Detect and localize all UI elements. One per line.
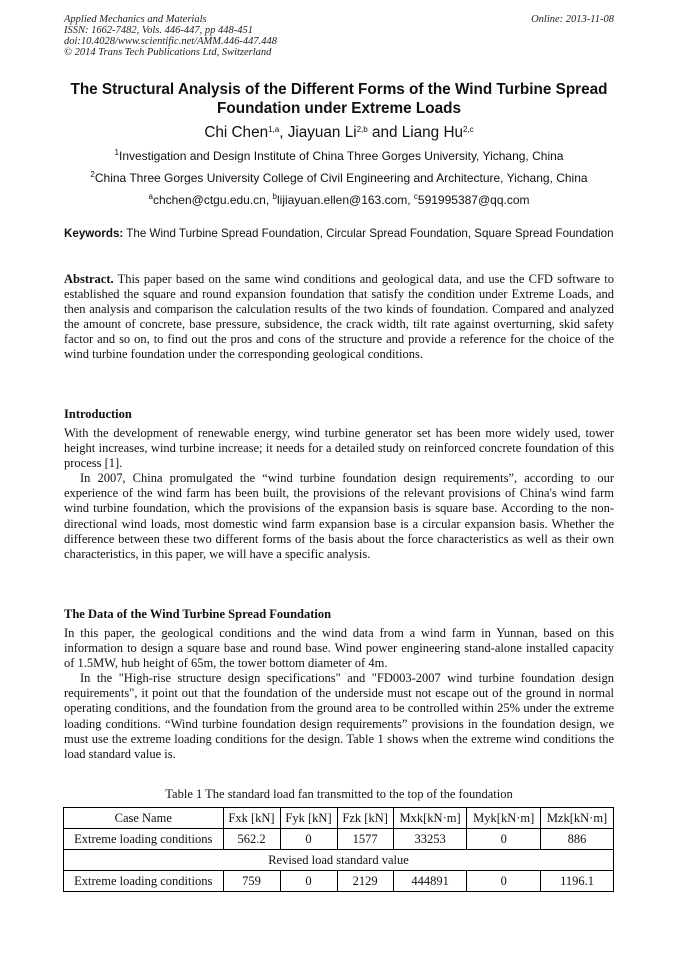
paragraph: With the development of renewable energy, wind turbine generator set has been more widely used, tower height increases, wind turbine increase; it needs for a detailed study on reinforced concrete foundation of this process [1].: [64, 426, 614, 471]
online-date: Online: 2013-11-08: [531, 14, 614, 25]
affiliation-2: [64, 171, 614, 185]
table-cell: 886: [541, 829, 614, 850]
table-cell: 0: [280, 829, 337, 850]
load-table: [63, 807, 614, 892]
author-sup: 2,c: [463, 125, 474, 134]
introduction-heading: Introduction: [64, 407, 132, 421]
table-cell: 0: [467, 871, 541, 892]
email-sup: c: [413, 192, 418, 201]
author-line: [64, 124, 614, 142]
table-header-cell: Mxk[kN·m]: [393, 808, 467, 829]
paper-title: The Structural Analysis of the Different Forms of the Wind Turbine Spread Foundation under Extreme Loads: [70, 81, 608, 117]
author-separator: ,: [279, 124, 288, 141]
table-cell: 2129: [337, 871, 393, 892]
journal-header: [64, 14, 614, 58]
email-sup: b: [272, 192, 277, 201]
journal-name: Applied Mechanics and Materials: [64, 14, 207, 25]
abstract-text: This paper based on the same wind conditions and geological data, and use the CFD software to established the square and round expansion foundation that satisfy the condition under Extreme Loads, and then analysis and comparison the calculation results of the two kinds of foundation. Compared and analyzed the amount of concrete, base pressure, subsidence, the crack width, tilt rate against overturning, skid safety factor and so on, to find out the pros and cons of the structure and provide a reference for the choice of the wind turbine foundation under the corresponding geological conditions.: [64, 272, 614, 362]
author-sup: 1,a: [268, 125, 280, 134]
table-cell: 1577: [337, 829, 393, 850]
author-name: Jiayuan Li: [287, 124, 357, 141]
table-cell: 444891: [393, 871, 467, 892]
issn: ISSN: 1662-7482, Vols. 446-447, pp 448-451: [64, 25, 253, 36]
table-cell: Extreme loading conditions: [64, 871, 224, 892]
table-row: [64, 829, 614, 850]
author-name: Chi Chen: [204, 124, 269, 141]
table-cell: 0: [280, 871, 337, 892]
table-row: [64, 871, 614, 892]
introduction-body: [64, 426, 614, 562]
paragraph: In this paper, the geological conditions and the wind data from a wind farm in Yunnan, based on this information to design a square base and round base. Wind power engineering stand-alone installed capacity of 1.5MW, hub height of 65m, the tower bottom diameter of 4m.: [64, 626, 614, 671]
table-header-cell: Fxk [kN]: [223, 808, 280, 829]
abstract-label: Abstract.: [64, 272, 114, 286]
affiliation-text: China Three Gorges University College of Civil Engineering and Architecture, Yichang, China: [94, 171, 588, 185]
table-caption: Table 1 The standard load fan transmitted to the top of the foundation: [165, 787, 513, 801]
email-line: [64, 193, 614, 207]
table-cell: 0: [467, 829, 541, 850]
doi: doi:10.4028/www.scientific.net/AMM.446-447.448: [64, 36, 277, 47]
table-header-cell: Case Name: [64, 808, 224, 829]
copyright: © 2014 Trans Tech Publications Ltd, Switzerland: [64, 47, 272, 58]
author-name: Liang Hu: [401, 124, 463, 141]
keywords: [64, 227, 614, 242]
affiliation-text: Investigation and Design Institute of China Three Gorges University, Yichang, China: [118, 149, 564, 163]
table-header-cell: Fzk [kN]: [337, 808, 393, 829]
table-cell: 759: [223, 871, 280, 892]
email: 591995387@qq.com: [417, 193, 530, 207]
table-span-cell: Revised load standard value: [64, 850, 614, 871]
affiliation-sup: 1: [114, 148, 119, 157]
paragraph: In the "High-rise structure design specifications" and "FD003-2007 wind turbine foundation design requirements", it point out that the foundation of the underside must not escape out of the ground in normal operating conditions, and the foundation from the ground area to be controlled within 25% under the extreme loading conditions. “Wind turbine foundation design requirements” provisions in the foundation design, we must use the extreme loading conditions for the design. Table 1 shows when the extreme wind conditions the load standard value is.: [64, 671, 614, 761]
author-sup: 2,b: [356, 125, 368, 134]
table-cell: 1196.1: [541, 871, 614, 892]
table-header-cell: Myk[kN·m]: [467, 808, 541, 829]
table-span-row: [64, 850, 614, 871]
table-header-row: [64, 808, 614, 829]
data-section-heading: The Data of the Wind Turbine Spread Foundation: [64, 607, 332, 621]
email-sup: a: [148, 192, 153, 201]
data-section-body: [64, 626, 614, 762]
affiliation-1: [64, 149, 614, 163]
paragraph: In 2007, China promulgated the “wind turbine foundation design requirements”, according to our experience of the wind farm has been built, the provisions of the relevant provisions of China's wind farm wind turbine foundation, which the provisions of the expansion basis is square base. According to the non-directional wind loads, most domestic wind farm expansion base is a circular expansion basis. Whether the difference between these two different forms of the basis about the force characteristics as well as their own characteristics, in this paper, we will have a specific analysis.: [64, 471, 614, 561]
abstract: [64, 272, 614, 363]
keywords-label: Keywords:: [64, 227, 124, 240]
email: lijiayuan.ellen@163.com,: [276, 193, 414, 207]
table-cell: Extreme loading conditions: [64, 829, 224, 850]
email: chchen@ctgu.edu.cn,: [152, 193, 273, 207]
table-cell: 562.2: [223, 829, 280, 850]
table-header-cell: Mzk[kN·m]: [541, 808, 614, 829]
keywords-text: The Wind Turbine Spread Foundation, Circular Spread Foundation, Square Spread Foundation: [126, 227, 614, 240]
table-header-cell: Fyk [kN]: [280, 808, 337, 829]
table-cell: 33253: [393, 829, 467, 850]
affiliation-sup: 2: [90, 170, 95, 179]
author-separator: and: [367, 124, 402, 141]
